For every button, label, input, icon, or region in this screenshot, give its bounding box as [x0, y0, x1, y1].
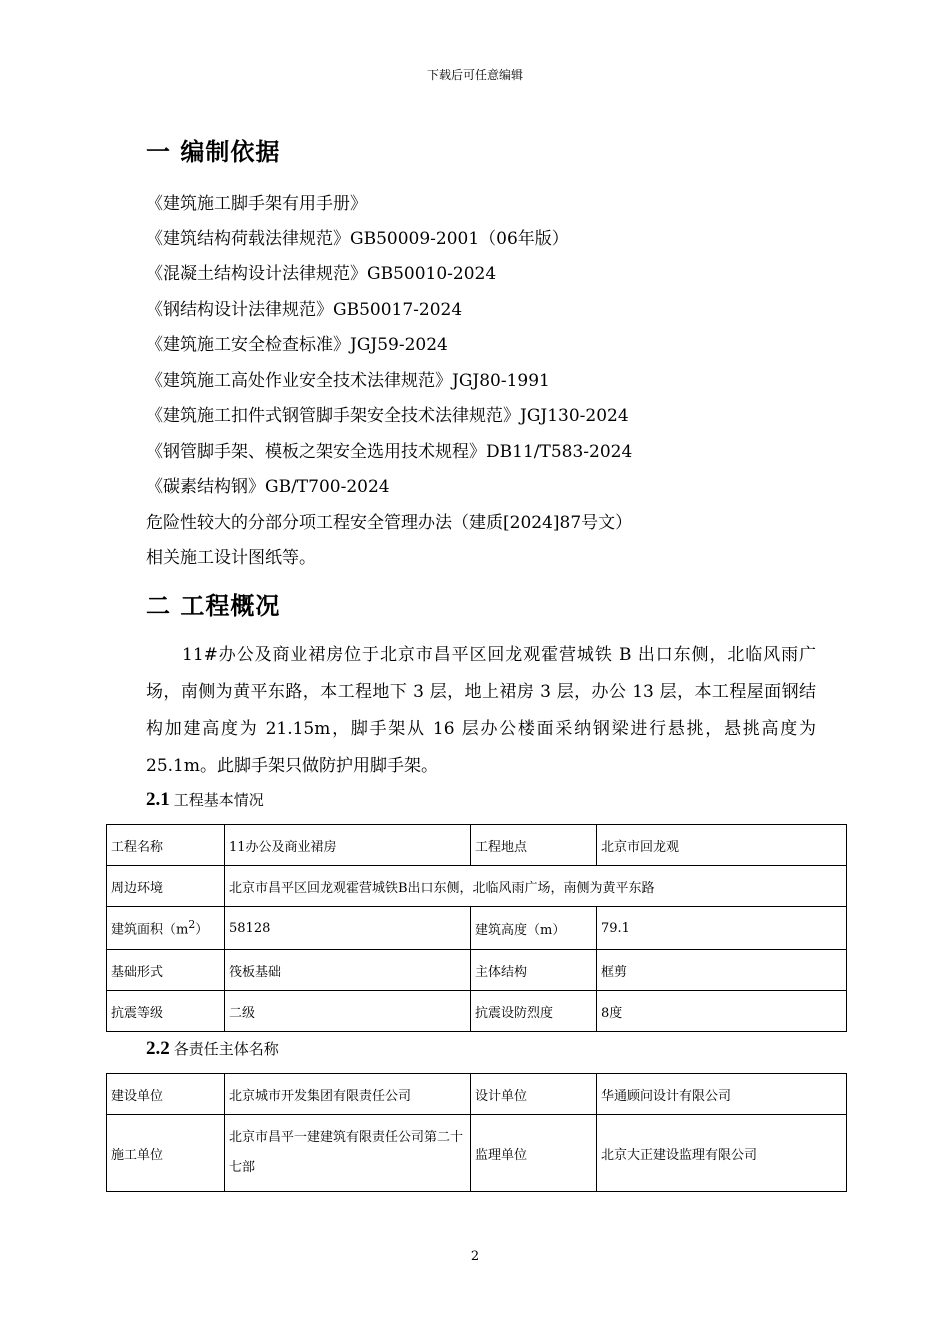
reference-item: 危险性较大的分部分项工程安全管理办法（建质[2024]87号文）: [146, 513, 633, 533]
reference-item: 相关施工设计图纸等。: [146, 548, 316, 568]
table-row: [107, 991, 847, 1032]
reference-item: 《建筑施工脚手架有用手册》: [146, 194, 367, 214]
table-cell-label: 建设单位: [107, 1074, 225, 1115]
page-header: 下载后可任意编辑: [426, 68, 523, 82]
table-cell-value: 筏板基础: [225, 950, 471, 991]
table-row: [107, 1115, 847, 1192]
section-2-title: 二 工程概况: [146, 592, 281, 620]
subsection-number: 2.2: [146, 1038, 170, 1059]
table-cell-label: 基础形式: [107, 950, 225, 991]
subsection-number: 2.1: [146, 789, 170, 810]
table-cell-value: 8度: [597, 991, 847, 1032]
reference-item: 《建筑结构荷载法律规范》GB50009-2001（06年版）: [146, 229, 569, 249]
area-label-text: 建筑面积（m: [111, 922, 189, 938]
project-overview-paragraph: [146, 637, 816, 785]
table-cell-value: 北京城市开发集团有限责任公司: [225, 1074, 471, 1115]
area-unit-superscript: 2: [188, 918, 196, 932]
table-row: [107, 866, 847, 907]
table-cell-label: 施工单位: [107, 1115, 225, 1192]
reference-item: 《建筑施工扣件式钢管脚手架安全技术法律规范》JGJ130-2024: [146, 406, 629, 426]
responsible-parties-table: [106, 1073, 847, 1192]
table-cell-label: 监理单位: [471, 1115, 597, 1192]
table-cell-value: 框剪: [597, 950, 847, 991]
page-number: 2: [470, 1249, 480, 1264]
table-cell-label: 建筑高度（m）: [471, 907, 597, 950]
table-cell-value: 北京市昌平一建建筑有限责任公司第二十七部: [225, 1115, 471, 1192]
section-1-title: 一 编制依据: [146, 138, 281, 166]
table-cell-value: 北京市回龙观: [597, 825, 847, 866]
table-cell-label: 抗震等级: [107, 991, 225, 1032]
table-cell-label: 抗震设防烈度: [471, 991, 597, 1032]
project-info-table: [106, 824, 847, 1032]
reference-item: 《钢管脚手架、模板之架安全选用技术规程》DB11/T583-2024: [146, 442, 633, 462]
table-cell-label: 工程名称: [107, 825, 225, 866]
reference-item: 《混凝土结构设计法律规范》GB50010-2024: [146, 264, 497, 284]
subsection-2-2-heading: [146, 1038, 279, 1060]
table-cell-value: 79.1: [597, 907, 847, 950]
reference-item: 《钢结构设计法律规范》GB50017-2024: [146, 300, 463, 320]
reference-item: 《建筑施工高处作业安全技术法律规范》JGJ80-1991: [146, 371, 550, 391]
reference-item: 《建筑施工安全检查标准》JGJ59-2024: [146, 335, 448, 355]
table-cell-label: 周边环境: [107, 866, 225, 907]
subsection-2-1-heading: [146, 789, 264, 811]
table-row: [107, 825, 847, 866]
table-cell-label: [107, 907, 225, 950]
subsection-title: 各责任主体名称: [173, 1040, 279, 1058]
subsection-title: 工程基本情况: [173, 791, 264, 809]
project-overview-text: 11#办公及商业裙房位于北京市昌平区回龙观霍营城铁 B 出口东侧，北临风雨广场，南侧为黄平东路，本工程地下 3 层，地上裙房 3 层，办公 13 层，本工程屋面钢结构加建高度为 21.15m，脚手架从 16 层办公楼面采纳钢梁进行悬挑，悬挑高度为 25.1m。此脚手架只做防护用脚手架。: [146, 645, 816, 776]
reference-item: 《碳素结构钢》GB/T700-2024: [146, 477, 390, 497]
table-cell-label: 设计单位: [471, 1074, 597, 1115]
table-cell-label: 主体结构: [471, 950, 597, 991]
table-row: [107, 1074, 847, 1115]
table-cell-value: 11办公及商业裙房: [225, 825, 471, 866]
table-cell-value: 58128: [225, 907, 471, 950]
table-cell-value: 北京大正建设监理有限公司: [597, 1115, 847, 1192]
table-cell-label: 工程地点: [471, 825, 597, 866]
table-cell-value: 二级: [225, 991, 471, 1032]
table-row: [107, 950, 847, 991]
table-cell-value: 华通顾问设计有限公司: [597, 1074, 847, 1115]
area-label-end: ）: [195, 922, 209, 938]
table-row: [107, 907, 847, 950]
table-cell-value: 北京市昌平区回龙观霍营城铁B出口东侧，北临风雨广场，南侧为黄平东路: [225, 866, 847, 907]
